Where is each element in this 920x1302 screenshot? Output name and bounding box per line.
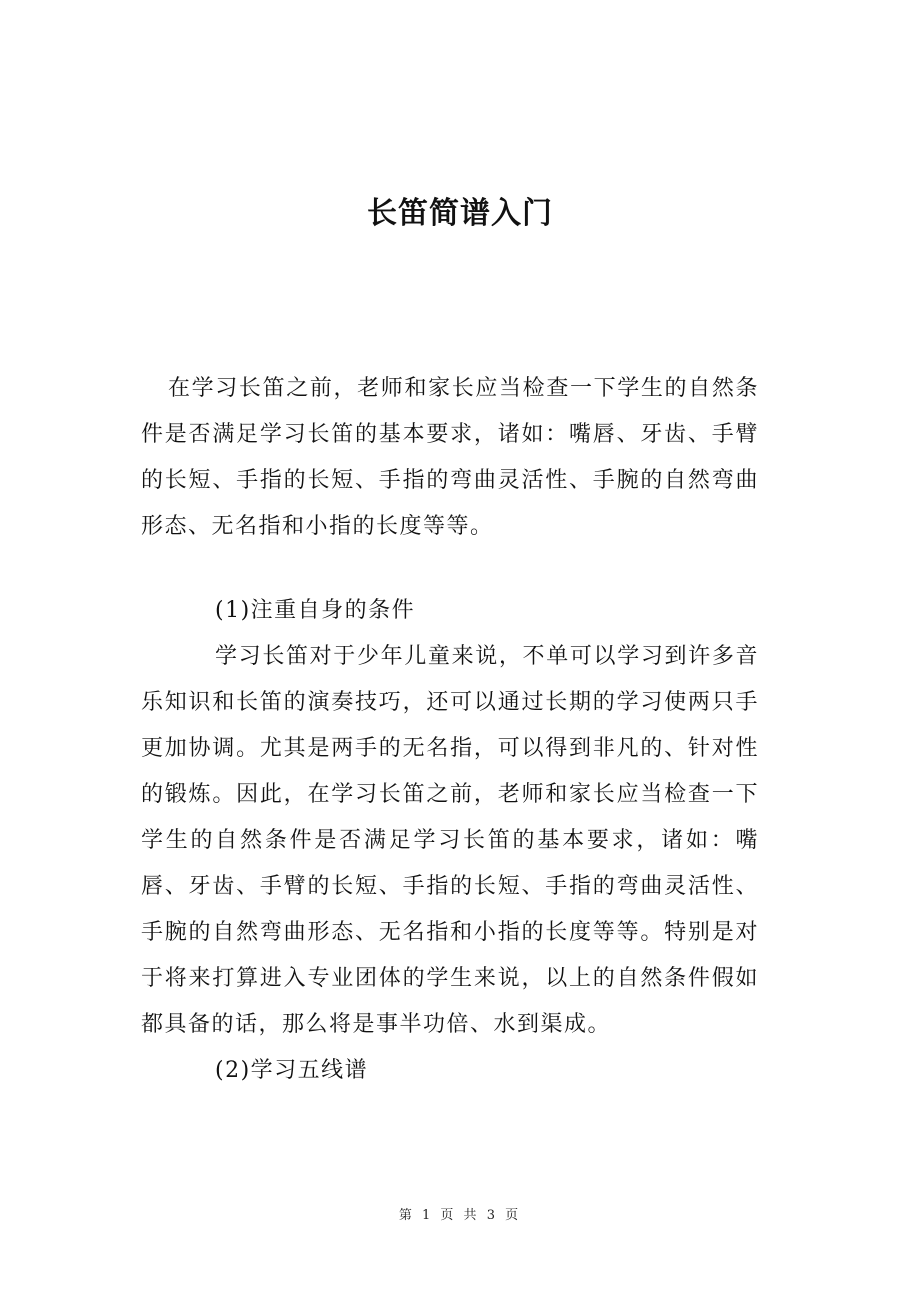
section-heading-2: (2)学习五线谱 bbox=[215, 1058, 369, 1083]
paragraph-gap bbox=[141, 550, 759, 588]
intro-paragraph: 在学习长笛之前，老师和家长应当检查一下学生的自然条件是否满足学习长笛的基本要求，诸如：嘴唇、牙齿、手臂的长短、手指的长短、手指的弯曲灵活性、手腕的自然弯曲形态、无名指和小指的长度等等。 bbox=[141, 376, 759, 539]
section-body-1: 学习长笛对于少年儿童来说，不单可以学习到许多音乐知识和长笛的演奏技巧，还可以通过长期的学习使两只手更加协调。尤其是两手的无名指，可以得到非凡的、针对性的锻炼。因此，在学习长笛之前，老师和家长应当检查一下学生的自然条件是否满足学习长笛的基本要求，诸如：嘴唇、牙齿、手臂的长短、手指的长短、手指的弯曲灵活性、手腕的自然弯曲形态、无名指和小指的长度等等。特别是对于将来打算进入专业团体的学生来说，以上的自然条件假如都具备的话，那么将是事半功倍、水到渠成。 bbox=[141, 644, 759, 1037]
document-title: 长笛简谱入门 bbox=[367, 196, 553, 231]
section-heading-1: (1)注重自身的条件 bbox=[215, 598, 416, 623]
document-body bbox=[141, 366, 759, 1094]
page-footer: 第 1 页 共 3 页 bbox=[398, 1208, 522, 1223]
